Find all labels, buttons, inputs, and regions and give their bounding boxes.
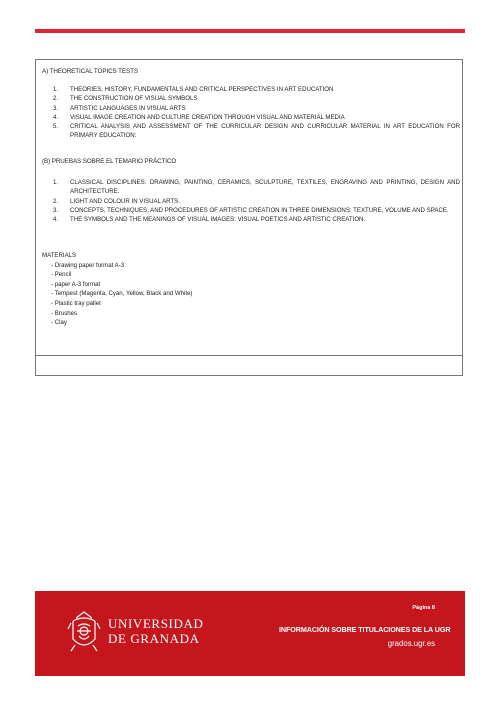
info-title: INFORMACIÓN SOBRE TITULACIONES DE LA UGR [279,625,451,634]
list-item: - Pencil [51,271,72,279]
university-name: UNIVERSIDAD DE GRANADA [108,616,204,646]
list-item: 1. THEORIES, HISTORY, FUNDAMENTALS AND CRITICAL PERSPECTIVES IN ART EDUCATION [53,86,334,93]
list-item: - Plastic tray pallet [51,299,101,307]
materials-title: MATERIALS [42,252,77,259]
footer-banner [35,591,465,676]
content-cell [36,60,462,356]
page-number: Página 8 [412,605,435,611]
list-item: - Clay [51,319,67,327]
top-red-rule [35,29,465,33]
list-item: 2. THE CONSTRUCTION OF VISUAL SYMBOLS [53,95,198,103]
list-item: 2. LIGHT AND COLOUR IN VISUAL ARTS. [53,197,180,205]
list-item: 3. CONCEPTS, TECHNIQUES, AND PROCEDURES OF ARTISTIC CREATION IN THREE DIMENSIONS: TEXTURE, VOLUME AND SPACE. [53,206,449,214]
list-item: - Brushes [51,309,78,317]
grados-link[interactable]: grados.ugr.es [387,639,435,648]
list-item: 4. VISUAL IMAGE CREATION AND CULTURE CREATION THROUGH VISUAL AND MATERIAL MEDIA [53,113,345,121]
list-item: 4. THE SYMBOLS AND THE MEANINGS OF VISUAL IMAGES: VISUAL POETICS AND ARTISTIC CREATION. [53,216,366,224]
list-item: 3. ARTISTIC LANGUAGES IN VISUAL ARTS [53,104,186,112]
list-item: - Tempest (Magenta, Cyan, Yellow, Black and White) [51,290,193,298]
materials-block [42,251,192,328]
list-item: 5. CRITICAL ANALYSIS AND ASSESSMENT OF THE CURRICULAR DESIGN AND CURRICULAR MATERIAL IN ART EDUCATION FOR PRIMARY EDUCATION: [53,123,460,140]
list-item: 1. CLASSICAL DISCIPLINES: DRAWING, PAINTING, CERAMICS, SCULPTURE, TEXTILES, ENGRAVING AND PRINTING, DESIGN AND ARCHITECTURE. [53,179,460,196]
list-item: - Drawing paper format A-3 [51,261,125,269]
section-b-title: (B) PRUEBAS SOBRE EL TEMARIO PRÁCTICO [42,158,177,165]
section-b-list [42,178,460,224]
content-table [35,59,463,376]
materials-list [42,261,192,328]
section-a-title: A) THEORETICAL TOPICS TESTS [42,68,138,75]
section-a-list [42,85,460,141]
list-item: - paper A-3 format [51,280,101,288]
empty-table-row [36,355,462,375]
university-seal-icon [67,609,101,655]
